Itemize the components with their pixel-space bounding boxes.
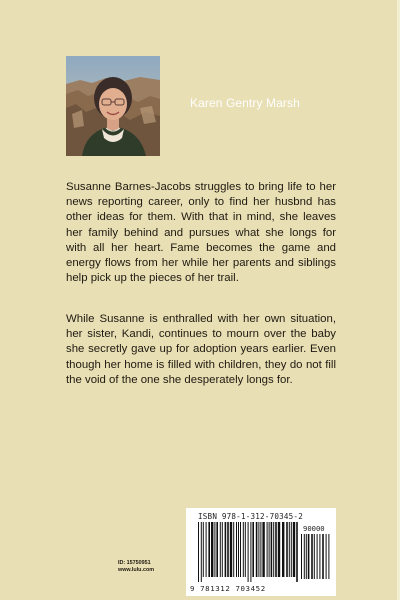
- barcode-bar: [291, 522, 292, 577]
- barcode-bar: [198, 522, 199, 582]
- isbn-barcode: [186, 508, 336, 596]
- barcode-bar: [230, 522, 232, 577]
- barcode-bar: [256, 522, 258, 577]
- barcode-bar: [328, 534, 329, 579]
- barcode-bar: [248, 522, 249, 582]
- barcode-bar: [216, 522, 218, 577]
- barcode-bar: [317, 534, 318, 579]
- author-photo: [66, 56, 160, 156]
- barcode-bar: [271, 522, 273, 577]
- barcode-bar: [206, 522, 207, 577]
- barcode-bar: [319, 534, 320, 579]
- barcode-bar: [258, 522, 259, 577]
- barcode-bar: [245, 522, 246, 577]
- barcode-bar: [273, 522, 274, 577]
- barcode-bar: [222, 522, 223, 577]
- barcode-bar: [208, 522, 210, 577]
- barcode-bar: [311, 534, 313, 579]
- barcode-bar: [293, 522, 295, 577]
- author-name: Karen Gentry Marsh: [190, 96, 300, 110]
- blurb-paragraph-1: Susanne Barnes-Jacobs struggles to bring life to her news reporting career, only to find her husbnd has other ideas for them. With that in mind, she leaves her family behind and pursues what she longs for with all her heart. Fame becomes the game and energy flows from her while her parents and siblings help pick up the pieces of her trail.: [66, 181, 336, 285]
- barcode-digits: 9 781312 703452: [190, 584, 266, 593]
- barcode-bar: [220, 522, 221, 577]
- barcode-bar: [236, 522, 237, 577]
- barcode-bar: [267, 522, 268, 577]
- barcode-bar: [243, 522, 244, 577]
- barcode-bar: [201, 522, 202, 582]
- barcode-bar: [289, 522, 290, 577]
- barcode-bar: [227, 522, 229, 577]
- barcode-bar: [260, 522, 261, 577]
- barcode-bar: [278, 522, 280, 577]
- barcode-bar: [225, 522, 227, 577]
- publisher-info: [118, 560, 154, 574]
- barcode-bar: [262, 522, 264, 577]
- price-code: 90000: [303, 524, 325, 533]
- barcode-bar: [306, 534, 307, 579]
- barcode-bar: [203, 522, 204, 577]
- barcode-bar: [296, 522, 298, 582]
- barcode-bar: [322, 534, 324, 579]
- author-portrait-image: [66, 56, 160, 156]
- barcode-bar: [250, 522, 251, 582]
- barcode-bar: [233, 522, 234, 577]
- barcode-bar: [314, 534, 315, 579]
- barcode-bar: [308, 534, 310, 579]
- publisher-id: ID: 15750951: [118, 560, 151, 566]
- barcode-bar: [275, 522, 277, 577]
- barcode-bar: [240, 522, 241, 577]
- blurb-paragraph-2: While Susanne is enthralled with her own situation, her sister, Kandi, continues to mourn over the baby she secretly gave up for adoption years earlier. Even though her home is filled with children, they do not fill the void of the one she desperately longs for.: [66, 313, 336, 386]
- barcode-bar: [269, 522, 270, 577]
- barcode-bar: [252, 522, 254, 577]
- price-barcode-bars: [301, 534, 330, 584]
- barcode-bar: [211, 522, 213, 577]
- isbn-number: ISBN 978-1-312-70345-2: [198, 512, 303, 521]
- barcode-bar: [214, 522, 215, 577]
- barcode-bar: [286, 522, 288, 577]
- barcode-bar: [282, 522, 284, 577]
- barcode-bar: [238, 522, 239, 577]
- barcode-bars: [198, 522, 299, 582]
- barcode-bar: [301, 534, 302, 579]
- barcode-bar: [304, 534, 305, 579]
- barcode-bar: [326, 534, 327, 579]
- publisher-url: www.lulu.com: [118, 567, 155, 573]
